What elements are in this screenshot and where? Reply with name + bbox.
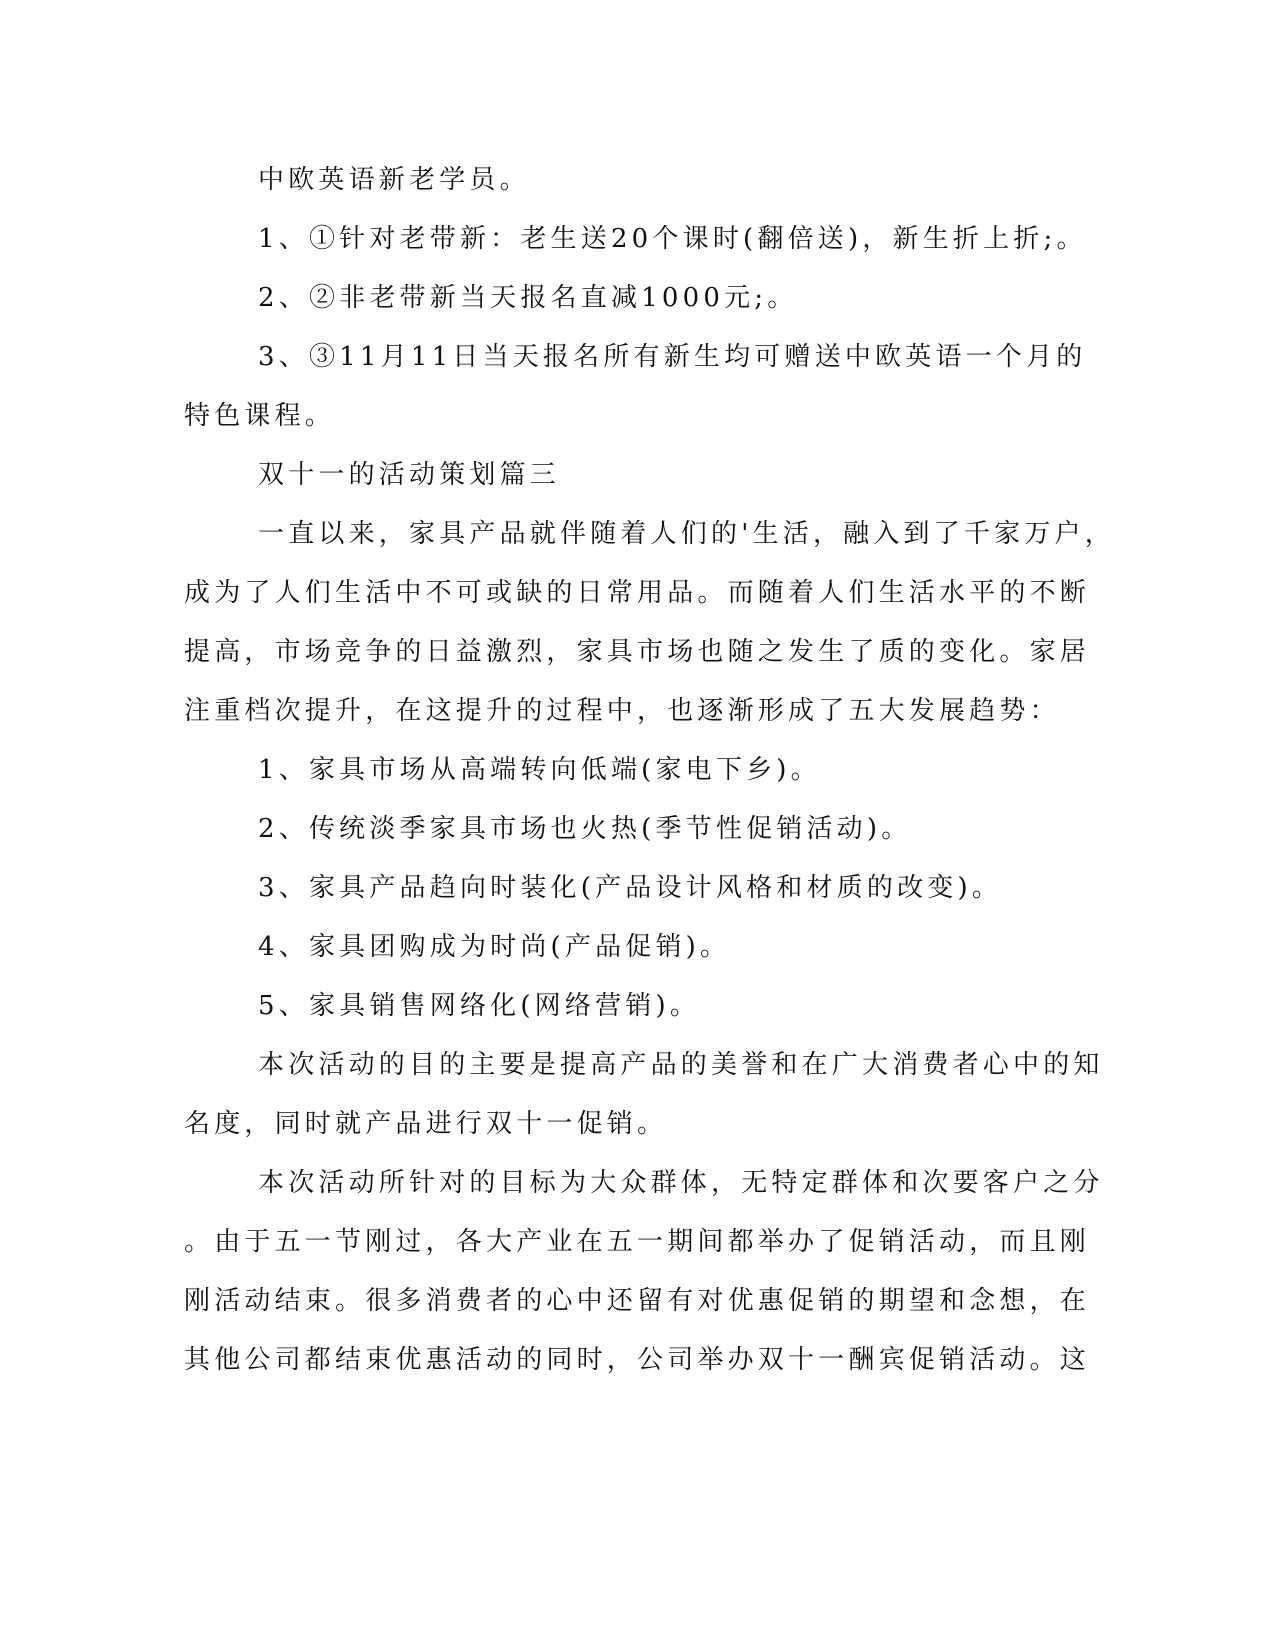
list-item: 4、家具团购成为时尚(产品促销)。 <box>258 932 731 962</box>
paragraph-line: 一直以来，家具产品就伴随着人们的'生活，融入到了千家万户， <box>258 519 1115 549</box>
paragraph-line: 本次活动所针对的目标为大众群体，无特定群体和次要客户之分 <box>258 1168 1104 1198</box>
paragraph-line: 注重档次提升，在这提升的过程中，也逐渐形成了五大发展趋势： <box>184 696 1060 726</box>
paragraph-line: 成为了人们生活中不可或缺的日常用品。而随着人们生活水平的不断 <box>184 578 1091 608</box>
paragraph-line: 中欧英语新老学员。 <box>258 165 530 195</box>
paragraph-line: 特色课程。 <box>184 401 336 431</box>
list-item: 5、家具销售网络化(网络营销)。 <box>258 991 701 1021</box>
list-item: 3、家具产品趋向时装化(产品设计风格和材质的改变)。 <box>258 873 1003 903</box>
paragraph-line: 本次活动的目的主要是提高产品的美誉和在广大消费者心中的知 <box>258 1050 1104 1080</box>
paragraph-line: 提高，市场竞争的日益激烈，家具市场也随之发生了质的变化。家居 <box>184 637 1091 667</box>
paragraph-line: 刚活动结束。很多消费者的心中还留有对优惠促销的期望和念想，在 <box>184 1286 1091 1316</box>
list-item: 2、传统淡季家具市场也火热(季节性促销活动)。 <box>258 814 912 844</box>
paragraph-line: 名度，同时就产品进行双十一促销。 <box>184 1109 668 1139</box>
list-item: 3、③11月11日当天报名所有新生均可赠送中欧英语一个月的 <box>258 342 1087 372</box>
list-item: 1、①针对老带新：老生送20个课时(翻倍送)，新生折上折;。 <box>258 224 1087 254</box>
paragraph-line: 其他公司都结束优惠活动的同时，公司举办双十一酬宾促销活动。这 <box>184 1345 1091 1375</box>
paragraph-line: 。由于五一节刚过，各大产业在五一期间都举办了促销活动，而且刚 <box>184 1227 1091 1257</box>
list-item: 1、家具市场从高端转向低端(家电下乡)。 <box>258 755 821 785</box>
section-heading: 双十一的活动策划篇三 <box>258 460 561 490</box>
list-item: 2、②非老带新当天报名直减1000元;。 <box>258 283 798 313</box>
